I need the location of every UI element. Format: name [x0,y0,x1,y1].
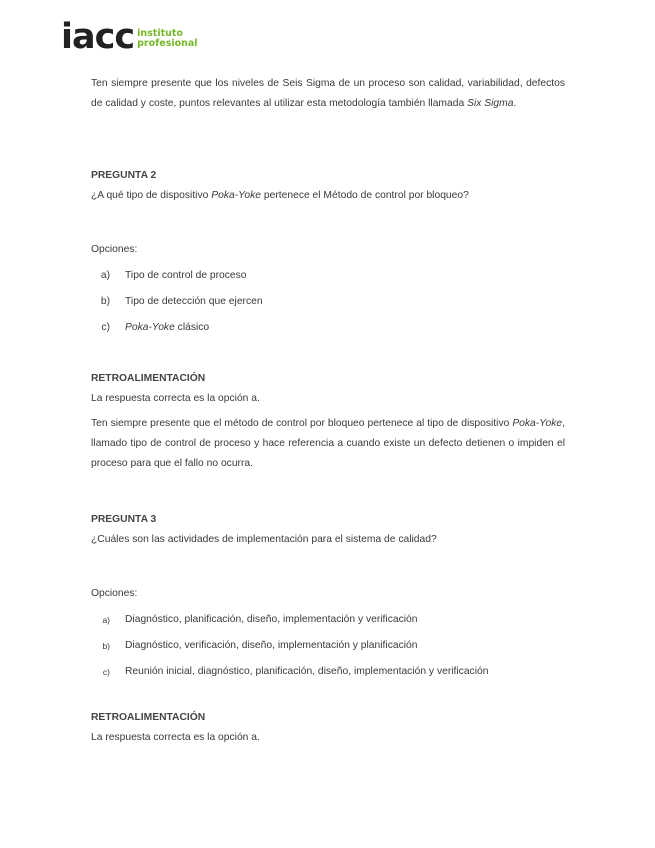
explanation-text: Ten siempre presente que el método de control por bloqueo pertenece al tipo de dispositivo Poka-Yoke, llamado tipo de control de proceso y hace referencia a cuando existe un defecto detienen o impiden el proceso para que el fallo no ocurra. [91,418,565,469]
question-3-block [91,510,565,550]
question-3-options [91,584,565,682]
answer-text: La respuesta correcta es la opción a. [91,393,260,404]
logo-line-1: instituto [137,28,183,39]
options-label: Opciones: [91,244,138,255]
logo-subtitle [137,29,197,49]
question-3-feedback [91,708,565,748]
logo-line-2: profesional [137,38,198,49]
intro-text: Ten siempre presente que los niveles de Seis Sigma de un proceso son calidad, variabilidad, defectos de calidad y coste, puntos relevantes al utilizar esta metodología también llamada [91,78,565,109]
intro-paragraph [91,74,565,114]
question-2-feedback [91,369,565,474]
logo-mark: iacc [61,17,135,57]
question-2-text: ¿A qué tipo de dispositivo Poka-Yoke pertenece el Método de control por bloqueo? [91,190,469,201]
option-c: c) Poka-Yoke clásico [101,322,210,333]
question-3-heading: PREGUNTA 3 [91,514,157,525]
question-2-options [91,240,565,338]
iacc-logo [61,17,198,57]
option-a: a) Diagnóstico, planificación, diseño, implementación y verificación [102,614,418,625]
question-2-heading: PREGUNTA 2 [91,170,157,181]
question-3-text: ¿Cuáles son las actividades de implementación para el sistema de calidad? [91,534,437,545]
intro-italic: Six Sigma [467,98,514,109]
option-c: c) Reunión inicial, diagnóstico, planificación, diseño, implementación y verificación [102,666,489,677]
feedback-heading: RETROALIMENTACIÓN [91,373,206,384]
feedback-heading: RETROALIMENTACIÓN [91,712,206,723]
question-2-block [91,166,565,206]
option-b: b) Tipo de detección que ejercen [100,296,263,307]
option-b: b) Diagnóstico, verificación, diseño, implementación y planificación [102,640,418,651]
answer-text: La respuesta correcta es la opción a. [91,732,260,743]
options-label: Opciones: [91,588,138,599]
intro-end: . [513,98,517,109]
option-a: a) Tipo de control de proceso [100,270,247,281]
